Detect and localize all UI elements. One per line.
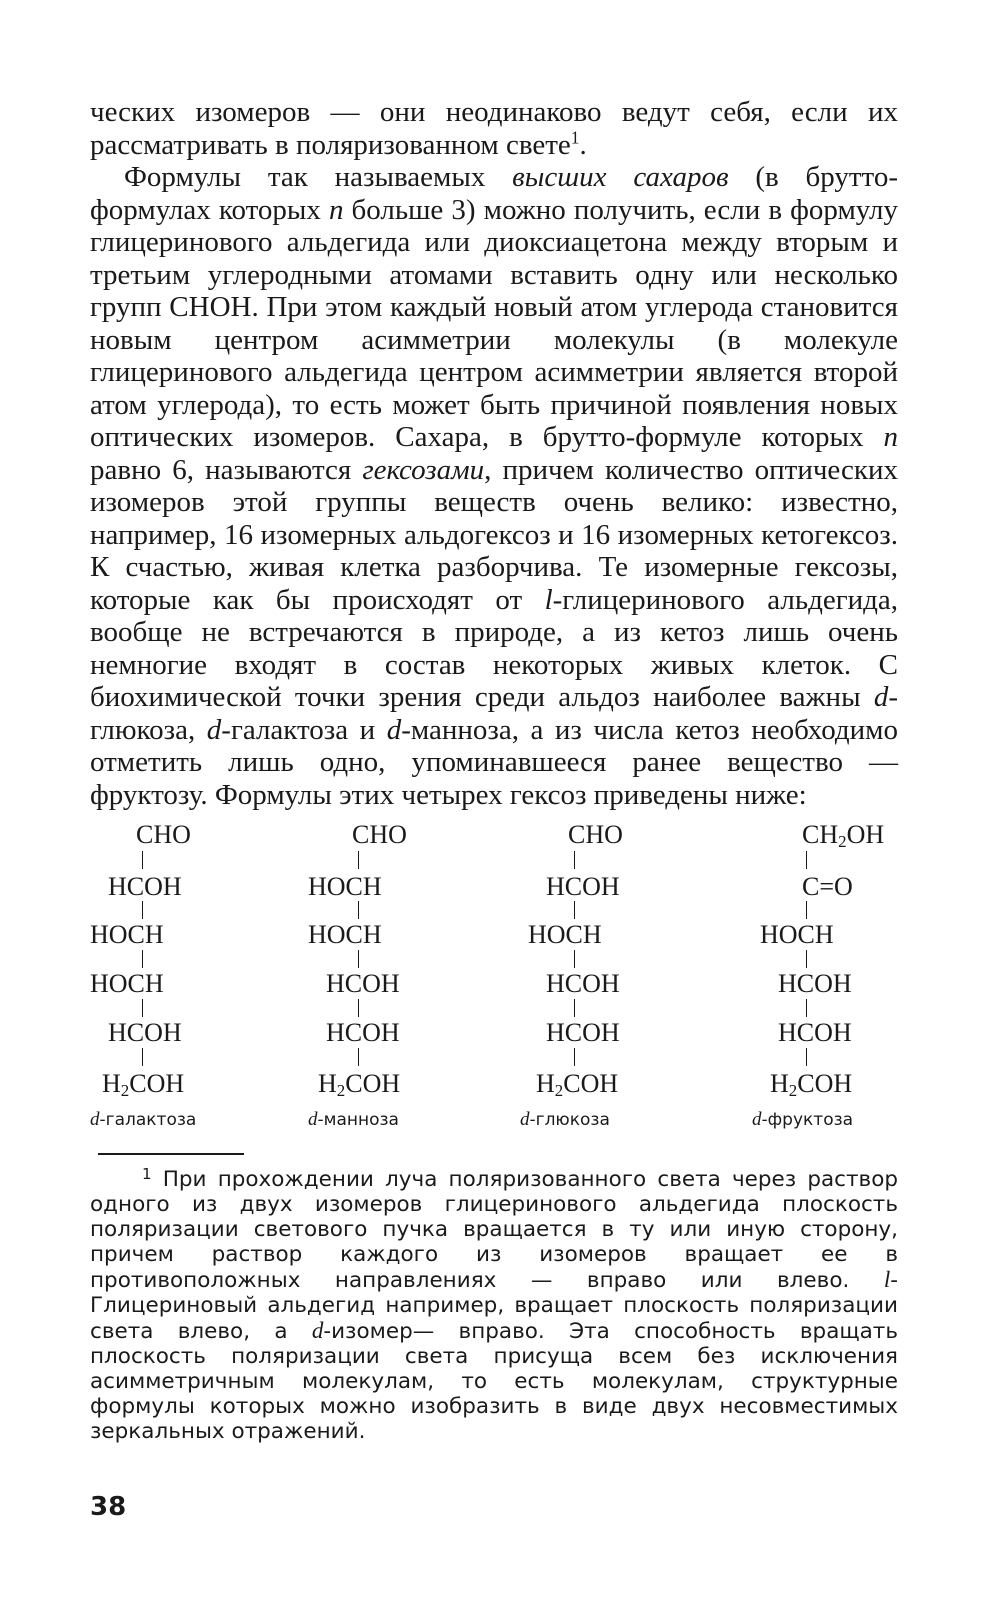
galactose-group-2: HCOH (108, 872, 182, 901)
footnote-b: l (883, 1267, 891, 1292)
fructose-group-5: HCOH (778, 1018, 852, 1047)
hexose-formulas (90, 818, 898, 1138)
footnote-d: d (311, 1318, 324, 1343)
bond (358, 901, 359, 919)
glucose-name: d-глюкоза (520, 1109, 610, 1130)
formula-mannose (308, 818, 508, 1138)
bond (574, 950, 575, 968)
glucose-group-2: HCOH (546, 872, 620, 901)
p2-m: -глюкоза, (90, 681, 898, 746)
fructose-group-6: $H_2COH$ (770, 1069, 853, 1101)
p2-l: d (873, 681, 889, 713)
p2-p: d (386, 713, 402, 746)
p2-k: -глицеринового альдегида, вообще не встречаются в природе, а из кетоз лишь очень немногие входят в состав некоторых живых клеток. С биохимической точки зрения среди альдоз наиболее важны (90, 583, 898, 713)
formula-fructose (752, 818, 958, 1138)
bond (574, 901, 575, 919)
footnote-e: -изомер— вправо. Эта способность вращать плоскость поляризации света присуща всем без исключения асимметричным молекулам, то есть молекулам, структурные формулы которых можно изобразить в виде двух несовместимых зеркальных отражений. (90, 1319, 898, 1444)
p2-c: (в брутто-формулах которых (90, 161, 898, 226)
bond (142, 950, 143, 968)
p2-g: равно 6, называются (90, 453, 363, 486)
fructose-group-2: C=O (802, 872, 853, 901)
galactose-group-6: $H_2COH$ (102, 1069, 185, 1101)
mannose-group-4: HCOH (326, 969, 400, 998)
p2-i: , причем количество оптических изомеров этой группы веществ очень велико: известно, например, 16 изомерных альдогексоз и 16 изомерных кетогексоз. К счастью, живая клетка разборчива. Те изомерные гексозы, которые как бы происходят от (90, 453, 898, 616)
p2-f: n (883, 421, 898, 453)
bond (358, 851, 359, 869)
galactose-group-4: HOCH (90, 969, 164, 998)
galactose-group-1: CHO (136, 820, 191, 849)
glucose-group-3: HOCH (528, 920, 602, 949)
p2-h: гексозами (362, 453, 485, 486)
footnote-c: -Глицериновый альдегид например, вращает плоскость поляризации света влево, а (90, 1268, 898, 1344)
paragraph-1 (90, 96, 898, 161)
p2-j: l (544, 583, 553, 616)
mannose-group-3: HOCH (308, 920, 382, 949)
footnote-ref: 1 (570, 126, 580, 147)
p2-d: n (328, 193, 344, 226)
bond (142, 901, 143, 919)
footnote (90, 1167, 898, 1444)
glucose-group-1: CHO (568, 820, 623, 849)
glucose-group-6: $H_2COH$ (536, 1069, 619, 1101)
p2-q: -манноза, а из числа кетоз необходимо отметить лишь одно, упоминавшееся ранее вещество — фруктозу. Формулы этих четырех гексоз приведены ниже: (90, 713, 898, 811)
page-number: 38 (90, 1492, 127, 1522)
paragraph-1-end: . (579, 128, 587, 161)
galactose-name: d-галактоза (90, 1109, 197, 1130)
bond (806, 1048, 807, 1066)
mannose-name: d-манноза (308, 1109, 399, 1130)
p2-a: Формулы так называемых (124, 161, 513, 193)
galactose-group-3: HOCH (90, 920, 164, 949)
galactose-group-5: HCOH (108, 1018, 182, 1047)
bond (142, 1048, 143, 1066)
fructose-name: d-фруктоза (752, 1109, 854, 1130)
paragraph-2 (90, 161, 898, 811)
bond (806, 901, 807, 919)
bond (806, 851, 807, 869)
fructose-group-4: HCOH (778, 969, 852, 998)
glucose-group-5: HCOH (546, 1018, 620, 1047)
bond (806, 950, 807, 968)
mannose-group-5: HCOH (326, 1018, 400, 1047)
footnote-divider (98, 1153, 244, 1155)
bond (358, 950, 359, 968)
bond (574, 851, 575, 869)
bond (806, 999, 807, 1017)
fructose-group-1: $CH_2OH$ (802, 820, 885, 852)
bond (358, 999, 359, 1017)
bond (574, 999, 575, 1017)
fructose-group-3: HOCH (760, 920, 834, 949)
formula-galactose (90, 818, 290, 1138)
p2-o: -галактоза и (221, 713, 387, 746)
footnote-marker: 1 (142, 1165, 152, 1184)
p2-n: d (206, 713, 222, 746)
paragraph-1-text: ческих изомеров — они неодинаково ведут себя, если их рассматривать в поляризованном свете (90, 96, 898, 161)
p2-e: больше 3) можно получить, если в формулу глицеринового альдегида или диоксиацетона между вторым и третьим углеродными атомами вставить одну или несколько групп СНОН. При этом каждый новый атом углерода становится новым центром асимметрии молекулы (в молекуле глицеринового альдегида центром асимметрии является второй атом углерода), то есть может быть причиной появления новых оптических изомеров. Сахара, в брутто-формуле которых (90, 193, 898, 453)
formula-glucose (520, 818, 728, 1138)
p2-b: высших сахаров (512, 161, 729, 193)
footnote-a: При прохождении луча поляризованного света через раствор одного из двух изомеров глицеринового альдегида плоскость поляризации светового пучка вращается в ту или иную сторону, причем раствор каждого из изомеров вращает ее в противоположных направлениях — вправо или влево. (90, 1167, 898, 1293)
bond (574, 1048, 575, 1066)
glucose-group-4: HCOH (546, 969, 620, 998)
main-text (90, 96, 898, 811)
bond (142, 999, 143, 1017)
mannose-group-2: HOCH (308, 872, 382, 901)
bond (358, 1048, 359, 1066)
bond (142, 851, 143, 869)
mannose-group-1: CHO (352, 820, 407, 849)
mannose-group-6: $H_2COH$ (318, 1069, 401, 1101)
